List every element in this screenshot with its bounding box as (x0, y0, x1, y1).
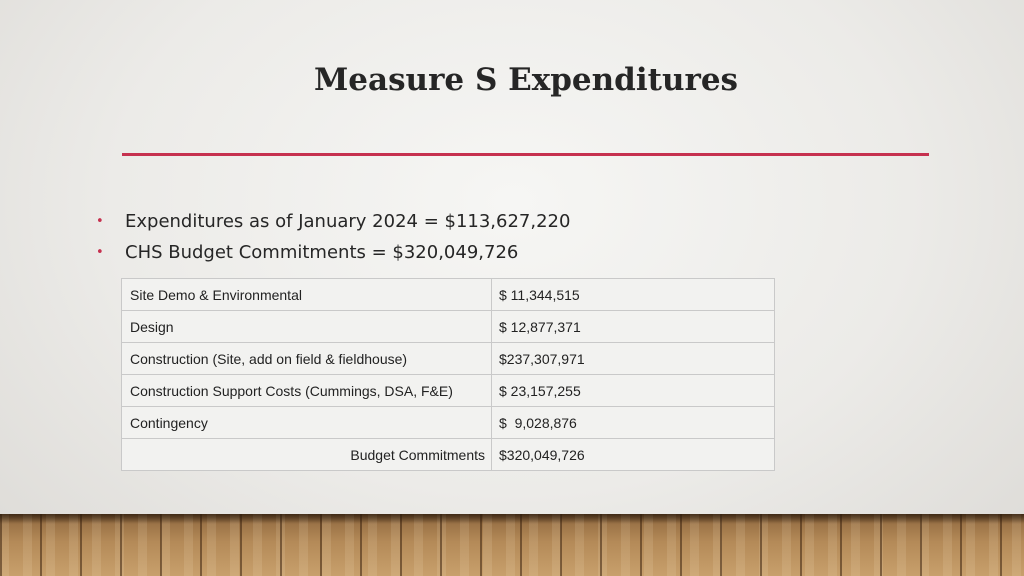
row-amount: $ 12,877,371 (492, 311, 775, 343)
slide-title: Measure S Expenditures (313, 62, 738, 98)
row-amount: $ 23,157,255 (492, 375, 775, 407)
row-amount: $ 9,028,876 (492, 407, 775, 439)
row-label: Construction Support Costs (Cummings, DSA, F&E) (122, 375, 492, 407)
table-row (122, 279, 775, 311)
total-amount: $320,049,726 (492, 439, 775, 471)
row-label: Design (122, 311, 492, 343)
table-row (122, 375, 775, 407)
bullet-list (96, 206, 570, 268)
bullet-item (96, 206, 570, 237)
row-amount: $ 11,344,515 (492, 279, 775, 311)
bullet-item (96, 237, 570, 268)
row-label: Site Demo & Environmental (122, 279, 492, 311)
bullet-text: Expenditures as of January 2024 = $113,627,220 (125, 211, 571, 232)
bullet-text: CHS Budget Commitments = $320,049,726 (125, 242, 519, 263)
floor-shadow (0, 514, 1024, 524)
total-row (122, 439, 775, 471)
bullet-icon: • (96, 245, 104, 260)
table-row (122, 343, 775, 375)
table-row (122, 407, 775, 439)
table-row (122, 311, 775, 343)
bullet-icon: • (96, 214, 104, 229)
title-divider (122, 153, 929, 156)
total-label: Budget Commitments (122, 439, 492, 471)
row-label: Contingency (122, 407, 492, 439)
row-label: Construction (Site, add on field & fieldhouse) (122, 343, 492, 375)
budget-table (121, 278, 775, 471)
row-amount: $237,307,971 (492, 343, 775, 375)
